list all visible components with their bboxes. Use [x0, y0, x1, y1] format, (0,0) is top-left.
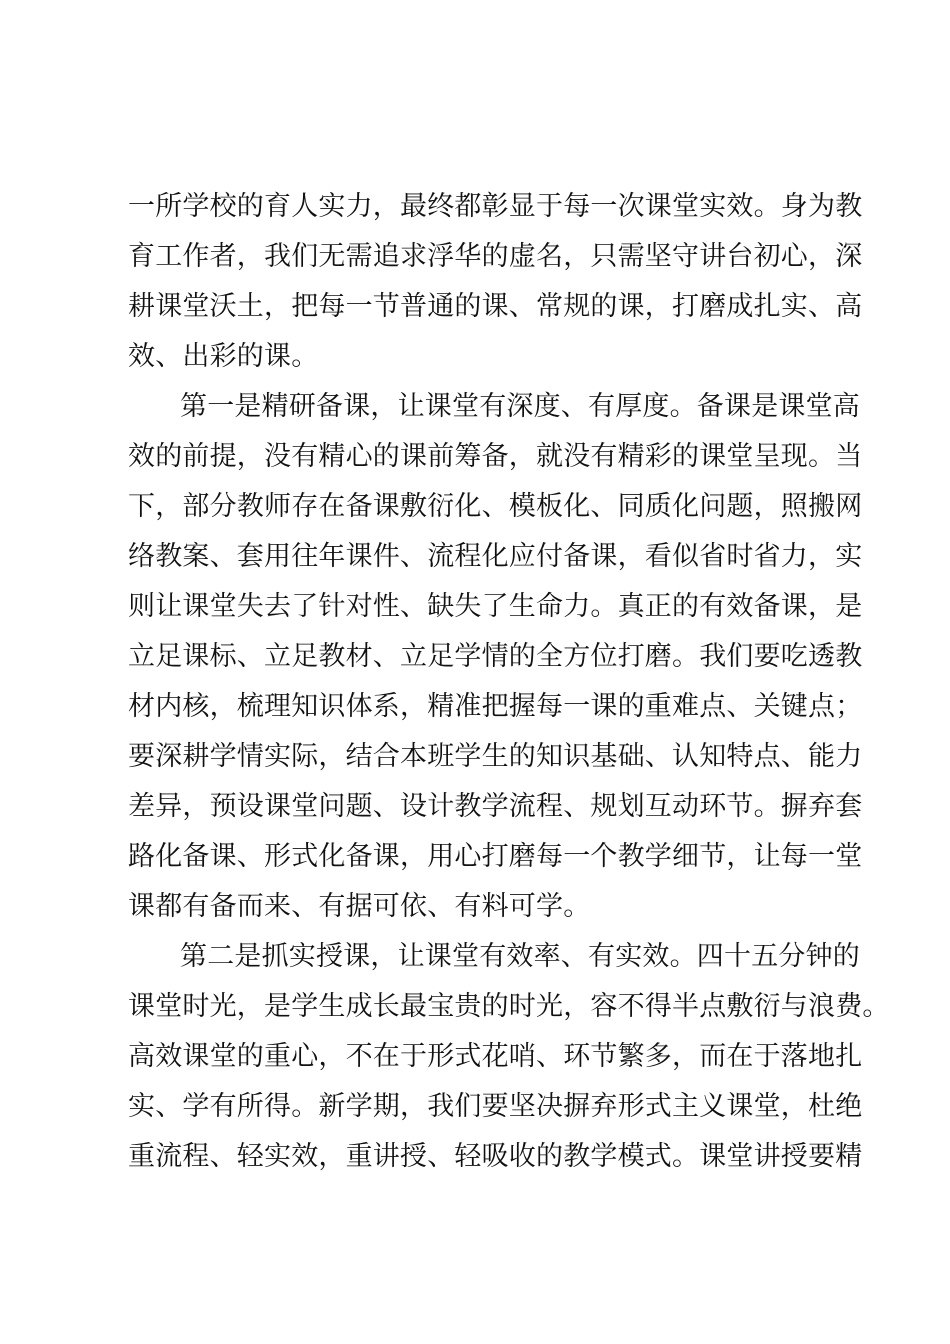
text-line: 高效课堂的重心，不在于形式花哨、环节繁多，而在于落地扎: [128, 1041, 863, 1072]
text-line: 路化备课、形式化备课，用心打磨每一个教学细节，让每一堂: [128, 841, 863, 872]
paragraph-start-line: 第一是精研备课，让课堂有深度、有厚度。备课是课堂高: [180, 391, 860, 422]
text-line: 效、出彩的课。: [128, 341, 319, 372]
text-line: 下，部分教师存在备课敷衍化、模板化、同质化问题，照搬网: [128, 491, 863, 522]
text-line: 重流程、轻实效，重讲授、轻吸收的教学模式。课堂讲授要精: [128, 1141, 863, 1172]
text-line: 耕课堂沃土，把每一节普通的课、常规的课，打磨成扎实、高: [128, 291, 863, 322]
text-line: 则让课堂失去了针对性、缺失了生命力。真正的有效备课，是: [128, 591, 863, 622]
text-line: 课都有备而来、有据可依、有料可学。: [128, 891, 591, 922]
text-line: 实、学有所得。新学期，我们要坚决摒弃形式主义课堂，杜绝: [128, 1091, 863, 1122]
paragraph-start-line: 第二是抓实授课，让课堂有效率、有实效。四十五分钟的: [180, 941, 860, 972]
text-line: 效的前提，没有精心的课前筹备，就没有精彩的课堂呈现。当: [128, 441, 863, 472]
text-line: 育工作者，我们无需追求浮华的虚名，只需坚守讲台初心，深: [128, 241, 863, 272]
text-line: 课堂时光，是学生成长最宝贵的时光，容不得半点敷衍与浪费。: [128, 991, 890, 1022]
body-text: [128, 182, 890, 1182]
text-line: 差异，预设课堂问题、设计教学流程、规划互动环节。摒弃套: [128, 791, 863, 822]
text-line: 要深耕学情实际，结合本班学生的知识基础、认知特点、能力: [128, 741, 863, 772]
text-line: 络教案、套用往年课件、流程化应付备课，看似省时省力，实: [128, 541, 863, 572]
text-line: 一所学校的育人实力，最终都彰显于每一次课堂实效。身为教: [128, 191, 863, 222]
text-line: 材内核，梳理知识体系，精准把握每一课的重难点、关键点；: [128, 691, 863, 722]
text-line: 立足课标、立足教材、立足学情的全方位打磨。我们要吃透教: [128, 641, 863, 672]
